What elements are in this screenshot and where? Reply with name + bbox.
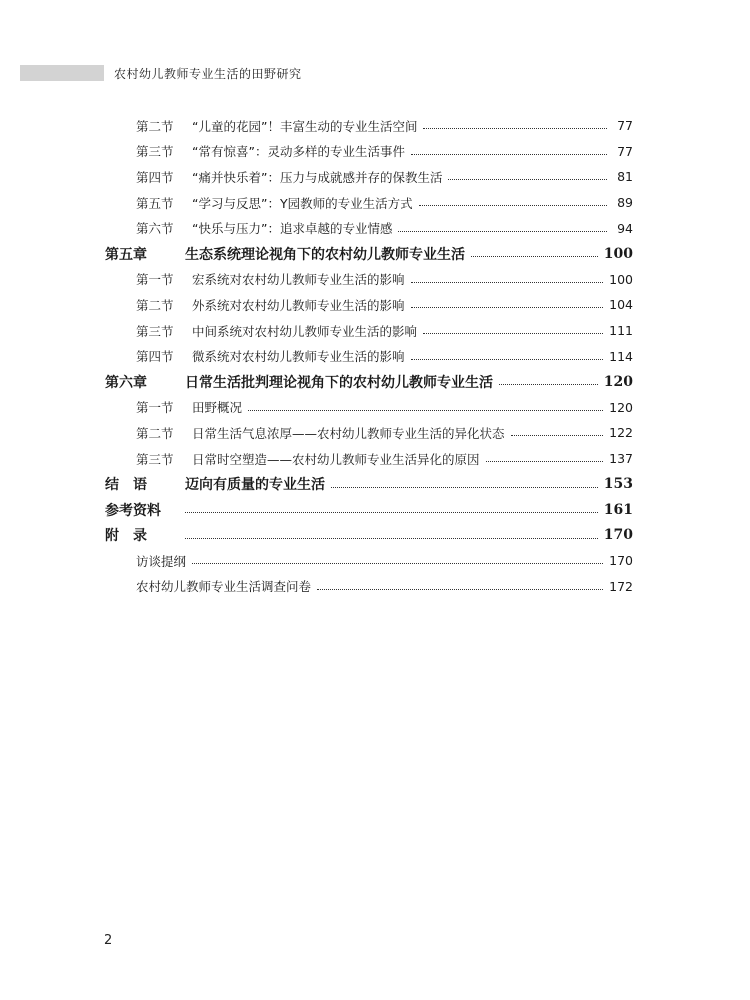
toc-section-entry <box>105 318 633 344</box>
toc-section-entry <box>105 446 633 472</box>
toc-entry-page: 170 <box>603 527 633 544</box>
toc-entry-number: 第三节 <box>136 451 174 467</box>
toc-chapter-entry <box>105 369 633 395</box>
toc-entry-title: 日常生活批判理论视角下的农村幼儿教师专业生活 <box>185 374 493 391</box>
toc-entry-title: 生态系统理论视角下的农村幼儿教师专业生活 <box>185 246 465 263</box>
toc-entry-page: 89 <box>617 195 633 211</box>
table-of-contents <box>105 113 633 599</box>
toc-entry-page: 153 <box>603 476 633 493</box>
dot-leader <box>411 282 604 283</box>
toc-chapter-entry <box>105 241 633 267</box>
toc-section-entry <box>105 164 633 190</box>
toc-entry-page: 120 <box>603 373 633 390</box>
toc-entry-title: 日常生活气息浓厚——农村幼儿教师专业生活的异化状态 <box>192 425 505 441</box>
toc-entry-number: 第一节 <box>136 272 174 288</box>
toc-entry-number: 第二节 <box>136 297 174 313</box>
toc-entry-page: 172 <box>609 578 633 594</box>
toc-section-entry <box>105 420 633 446</box>
dot-leader <box>398 231 607 232</box>
toc-entry-title: 微系统对农村幼儿教师专业生活的影响 <box>192 349 405 365</box>
toc-entry-number: 第五章 <box>105 246 147 263</box>
toc-entry-page: 100 <box>603 245 633 262</box>
toc-section-entry <box>105 215 633 241</box>
toc-entry-title: 日常时空塑造——农村幼儿教师专业生活异化的原因 <box>192 451 480 467</box>
toc-section-entry <box>105 139 633 165</box>
toc-entry-page: 120 <box>609 399 633 415</box>
toc-entry-title: 迈向有质量的专业生活 <box>185 477 325 494</box>
dot-leader <box>486 461 604 462</box>
toc-entry-page: 81 <box>617 169 633 185</box>
toc-entry-number: 参考资料 <box>105 502 161 519</box>
toc-entry-number: 第四节 <box>136 349 174 365</box>
toc-entry-page: 170 <box>609 553 633 569</box>
toc-entry-number: 第六节 <box>136 221 174 237</box>
toc-entry-number: 第六章 <box>105 374 147 391</box>
toc-entry-title: “快乐与压力”：追求卓越的专业情感 <box>192 221 393 237</box>
toc-entry-title: 访谈提纲 <box>136 553 187 569</box>
dot-leader <box>317 589 603 590</box>
toc-entry-number: 第二节 <box>136 118 174 134</box>
toc-entry-page: 100 <box>609 271 633 287</box>
dot-leader <box>248 410 603 411</box>
dot-leader <box>411 359 604 360</box>
header-gray-bar <box>20 65 104 81</box>
toc-entry-page: 77 <box>617 118 633 134</box>
toc-section-entry <box>105 343 633 369</box>
dot-leader <box>511 435 604 436</box>
toc-entry-number: 附 录 <box>105 528 147 545</box>
dot-leader <box>423 333 603 334</box>
toc-entry-page: 137 <box>609 451 633 467</box>
toc-entry-number: 第五节 <box>136 195 174 211</box>
toc-section-entry <box>105 395 633 421</box>
dot-leader <box>423 128 607 129</box>
toc-entry-title: “学习与反思”：Y园教师的专业生活方式 <box>192 195 413 211</box>
toc-entry-title: “儿童的花园”！丰富生动的专业生活空间 <box>192 118 418 134</box>
toc-section-entry <box>105 548 633 574</box>
toc-section-entry <box>105 292 633 318</box>
toc-entry-page: 114 <box>609 348 633 364</box>
toc-entry-page: 161 <box>603 501 633 518</box>
toc-entry-number: 第三节 <box>136 144 174 160</box>
toc-entry-number: 第一节 <box>136 400 174 416</box>
toc-entry-title: 宏系统对农村幼儿教师专业生活的影响 <box>192 272 405 288</box>
dot-leader <box>185 512 598 513</box>
toc-entry-title: “常有惊喜”：灵动多样的专业生活事件 <box>192 144 405 160</box>
dot-leader <box>471 256 598 257</box>
toc-entry-title: 农村幼儿教师专业生活调查问卷 <box>136 579 312 595</box>
dot-leader <box>411 307 604 308</box>
toc-chapter-entry <box>105 523 633 549</box>
toc-entry-page: 122 <box>609 425 633 441</box>
toc-entry-title: 田野概况 <box>192 400 243 416</box>
toc-section-entry <box>105 267 633 293</box>
dot-leader <box>411 154 607 155</box>
toc-entry-title: 中间系统对农村幼儿教师专业生活的影响 <box>192 323 418 339</box>
toc-entry-page: 104 <box>609 297 633 313</box>
toc-entry-number: 结 语 <box>105 477 147 494</box>
dot-leader <box>499 384 598 385</box>
dot-leader <box>192 563 603 564</box>
dot-leader <box>448 179 607 180</box>
toc-entry-number: 第二节 <box>136 425 174 441</box>
dot-leader <box>331 487 598 488</box>
dot-leader <box>185 538 598 539</box>
toc-entry-title: 外系统对农村幼儿教师专业生活的影响 <box>192 297 405 313</box>
toc-entry-page: 111 <box>609 323 633 339</box>
toc-chapter-entry <box>105 471 633 497</box>
toc-section-entry <box>105 190 633 216</box>
dot-leader <box>419 205 607 206</box>
toc-section-entry <box>105 113 633 139</box>
toc-entry-page: 94 <box>617 220 633 236</box>
toc-entry-number: 第四节 <box>136 169 174 185</box>
toc-entry-page: 77 <box>617 143 633 159</box>
toc-chapter-entry <box>105 497 633 523</box>
toc-entry-title: “痛并快乐着”：压力与成就感并存的保教生活 <box>192 169 443 185</box>
toc-section-entry <box>105 574 633 600</box>
toc-entry-number: 第三节 <box>136 323 174 339</box>
running-header <box>20 65 620 81</box>
page-number: 2 <box>104 933 113 948</box>
book-title: 农村幼儿教师专业生活的田野研究 <box>114 66 302 81</box>
